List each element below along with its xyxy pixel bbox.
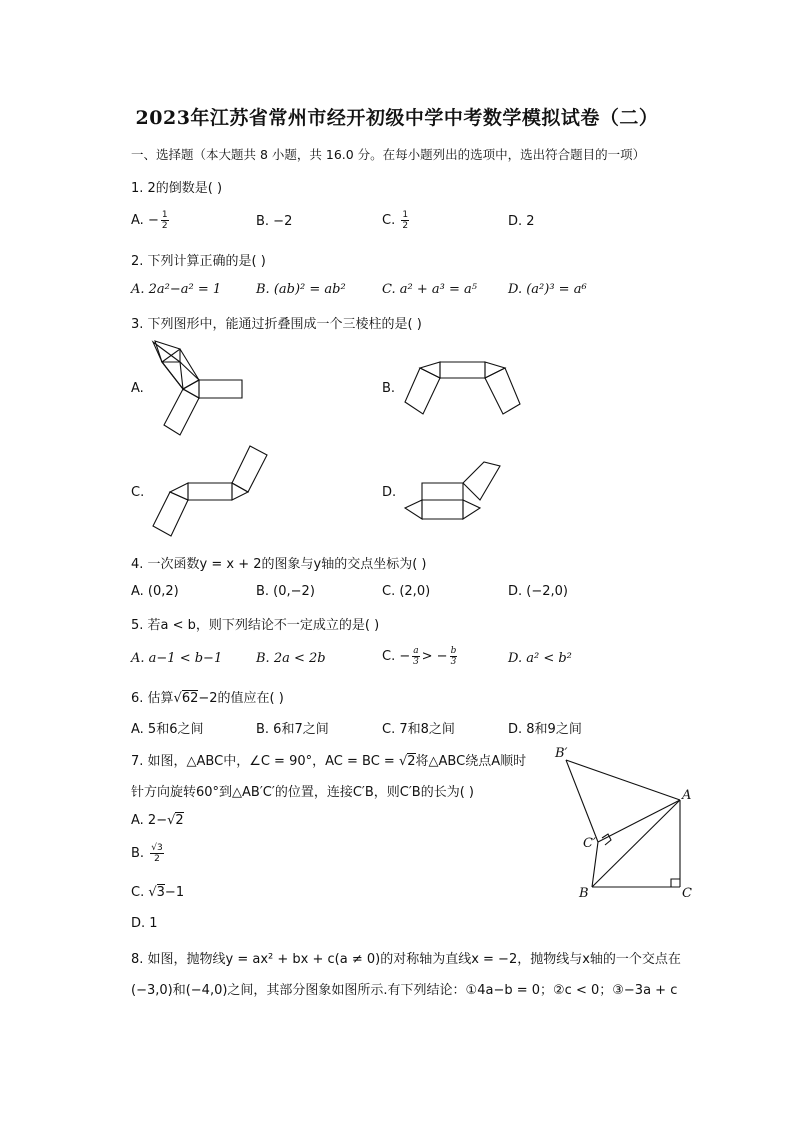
q4-option-d[interactable]: D. (−2,0) <box>508 584 568 599</box>
q5-c-operator: > − <box>421 649 448 664</box>
q2-option-c[interactable]: C. a² + a³ = a⁵ <box>382 282 477 297</box>
q5-option-b[interactable]: B. 2a < 2b <box>256 651 326 666</box>
q2-option-d[interactable]: D. (a²)³ = a⁶ <box>508 282 587 297</box>
q6-option-d[interactable]: D. 8和9之间 <box>508 722 582 737</box>
q7-line1-part-a: 7. 如图，△ABC中，∠C = 90°，AC = BC = <box>131 754 399 769</box>
q1-option-a-sign: − <box>147 213 159 228</box>
q4-option-a[interactable]: A. (0,2) <box>131 584 179 599</box>
page-title: 2023年江苏省常州市经开初级中学中考数学模拟试卷（二） <box>135 107 659 129</box>
question-3-stem: 3. 下列图形中，能通过折叠围成一个三棱柱的是( ) <box>131 317 422 332</box>
sqrt-icon: √ <box>398 754 408 769</box>
q3-option-d[interactable]: D. <box>382 485 397 500</box>
q7-label-b-prime: B′ <box>555 746 568 761</box>
q3-option-c[interactable]: C. <box>131 485 145 500</box>
question-8-stem-line2: (−3,0)和(−4,0)之间，其部分图象如图所示.有下列结论：①4a−b = 0；②c < 0；③−3a + c <box>131 983 678 998</box>
q6-option-c[interactable]: C. 7和8之间 <box>382 722 455 737</box>
sqrt-icon: √ <box>167 813 176 828</box>
q1-option-a-fraction: $\frac{1}{2}$ <box>161 210 168 231</box>
q5-c-left-fraction: $\frac{a}{3}$ <box>413 646 419 667</box>
q7-option-d[interactable]: D. 1 <box>131 916 158 931</box>
q7-label-c: C <box>682 886 692 901</box>
q5-option-a[interactable]: A. a−1 < b−1 <box>131 651 223 666</box>
q7-b-prefix: B. <box>131 846 145 861</box>
q7-c-radicand: 3 <box>156 885 165 900</box>
q7-radicand: 2 <box>407 754 416 769</box>
q6-option-a[interactable]: A. 5和6之间 <box>131 722 204 737</box>
q7-c-suffix: −1 <box>164 885 185 900</box>
q7-line1-part-b: 将△ABC绕点A顺时 <box>415 754 527 769</box>
q7-a-radicand: 2 <box>175 813 184 828</box>
sqrt-icon: √ <box>151 843 157 853</box>
q4-option-b[interactable]: B. (0,−2) <box>256 584 315 599</box>
sqrt-icon: √ <box>173 691 182 706</box>
q6-radicand: 62 <box>181 691 199 706</box>
question-4-stem: 4. 一次函数y = x + 2的图象与y轴的交点坐标为( ) <box>131 557 427 572</box>
q1-option-b[interactable]: B. −2 <box>256 214 293 229</box>
q2-option-a[interactable]: A. 2a²−a² = 1 <box>131 282 222 297</box>
q7-label-c-prime: C′ <box>583 836 596 851</box>
q1-option-c-label: C. <box>382 213 396 228</box>
q6-option-b[interactable]: B. 6和7之间 <box>256 722 329 737</box>
question-7-stem-line2: 针方向旋转60°到△AB′C′的位置，连接C′B，则C′B的长为( ) <box>131 785 475 800</box>
q7-a-prefix: A. 2− <box>131 813 168 828</box>
q5-option-c-label: C. <box>382 649 396 664</box>
q6-stem-prefix: 6. 估算 <box>131 691 174 706</box>
question-8-stem-line1: 8. 如图，抛物线y = ax² + bx + c(a ≠ 0)的对称轴为直线x = −2，抛物线与x轴的一个交点在 <box>131 952 681 967</box>
q5-option-d[interactable]: D. a² < b² <box>508 651 572 666</box>
q3-option-b[interactable]: B. <box>382 381 396 396</box>
q7-label-a: A <box>682 788 692 803</box>
q7-b-fraction: $\frac{√3}{2}$ <box>151 843 163 864</box>
sqrt-icon: √ <box>148 885 157 900</box>
section-header: 一、选择题（本大题共 8 小题，共 16.0 分。在每小题列出的选项中，选出符合题目的一项） <box>131 147 646 162</box>
q3-option-a[interactable]: A. <box>131 381 144 396</box>
question-5-stem: 5. 若a < b，则下列结论不一定成立的是( ) <box>131 618 380 633</box>
q2-option-b[interactable]: B. (ab)² = ab² <box>256 282 346 297</box>
q7-label-b: B <box>579 886 589 901</box>
question-1-stem: 1. 2的倒数是( ) <box>131 181 223 196</box>
q5-c-right-fraction: $\frac{b}{3}$ <box>450 646 457 667</box>
question-2-stem: 2. 下列计算正确的是( ) <box>131 254 266 269</box>
q1-option-a-label: A. <box>131 213 144 228</box>
q7-c-prefix: C. <box>131 885 149 900</box>
q6-stem-suffix: −2的值应在( ) <box>198 691 284 706</box>
q4-option-c[interactable]: C. (2,0) <box>382 584 431 599</box>
q1-option-c-fraction: $\frac{1}{2}$ <box>402 210 409 231</box>
q1-option-d[interactable]: D. 2 <box>508 214 535 229</box>
q5-c-sign: − <box>399 649 411 664</box>
